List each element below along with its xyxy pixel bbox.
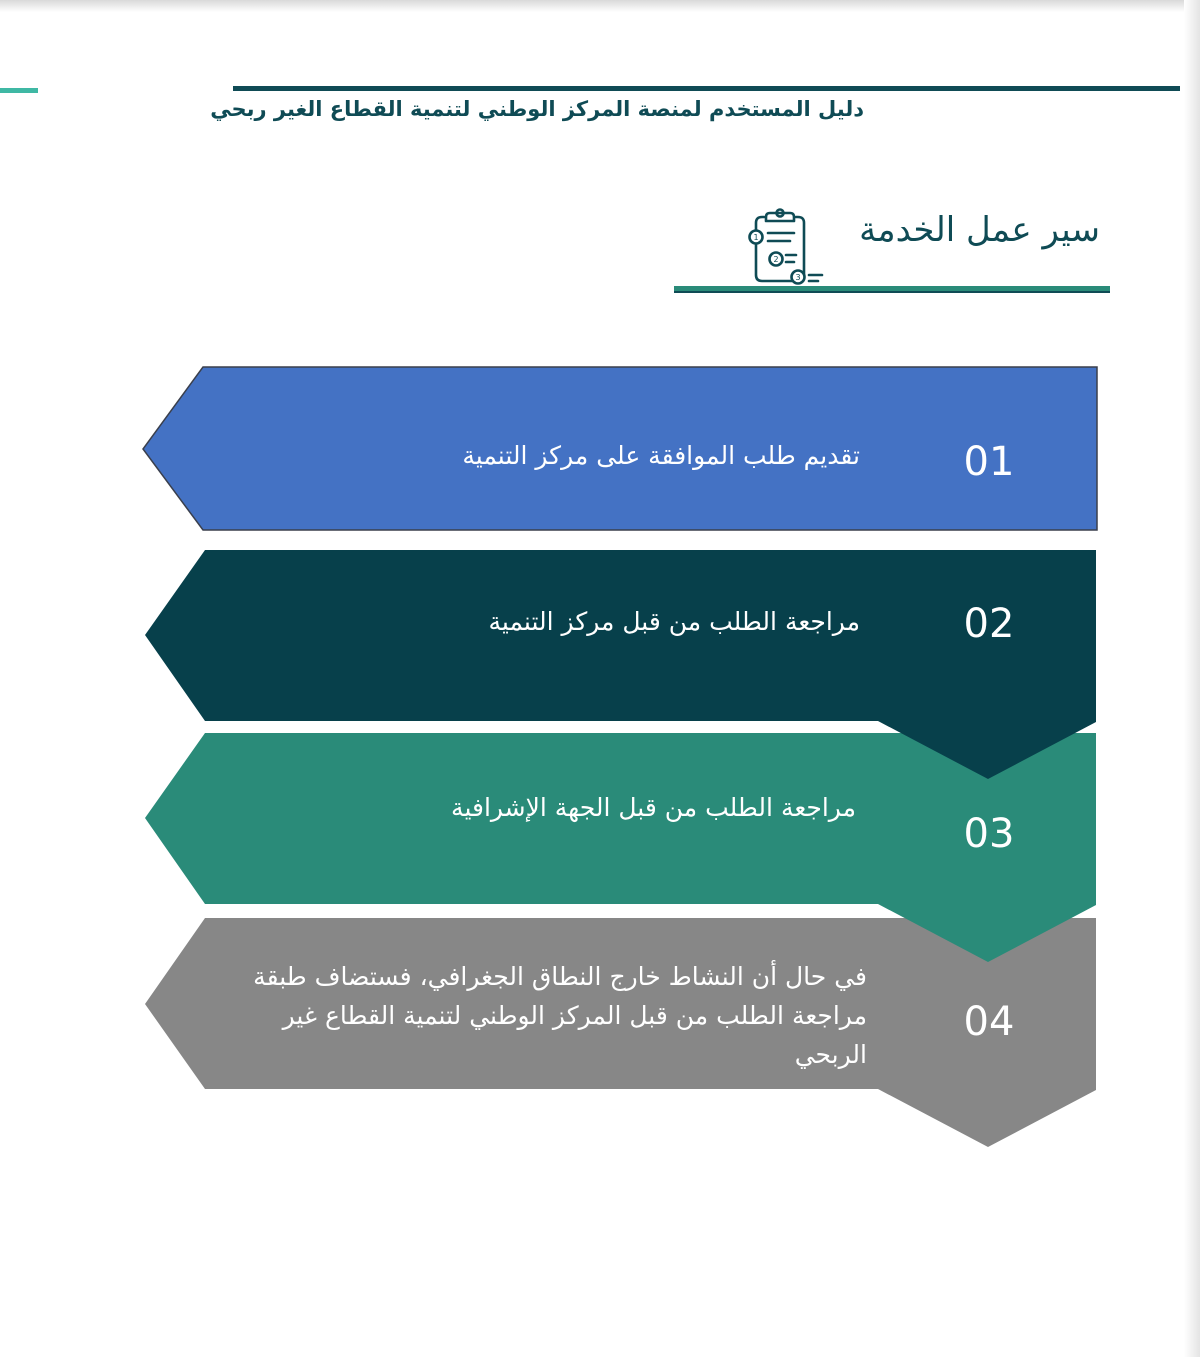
step-1-number: 01 — [963, 439, 1015, 485]
section-title: سير عمل الخدمة — [859, 210, 1100, 250]
step-3-text: مراجعة الطلب من قبل الجهة الإشرافية — [451, 793, 856, 822]
step-1-text: تقديم طلب الموافقة على مركز التنمية — [462, 441, 860, 470]
icon-number-2: 2 — [773, 255, 779, 264]
icon-number-1: 1 — [753, 233, 759, 242]
step-3-number: 03 — [963, 811, 1015, 857]
step-4-number: 04 — [963, 999, 1015, 1045]
document-title: دليل المستخدم لمنصة المركز الوطني لتنمية القطاع الغير ربحي — [210, 97, 864, 121]
step-2-number: 02 — [963, 601, 1015, 647]
step-4-text: في حال أن النشاط خارج النطاق الجغرافي، فستضاف طبقة مراجعة الطلب من قبل المركز الوطني لتنمية القطاع غير الربحي — [253, 962, 867, 1069]
icon-number-3: 3 — [795, 273, 801, 282]
step-2-text: مراجعة الطلب من قبل مركز التنمية — [488, 607, 860, 636]
